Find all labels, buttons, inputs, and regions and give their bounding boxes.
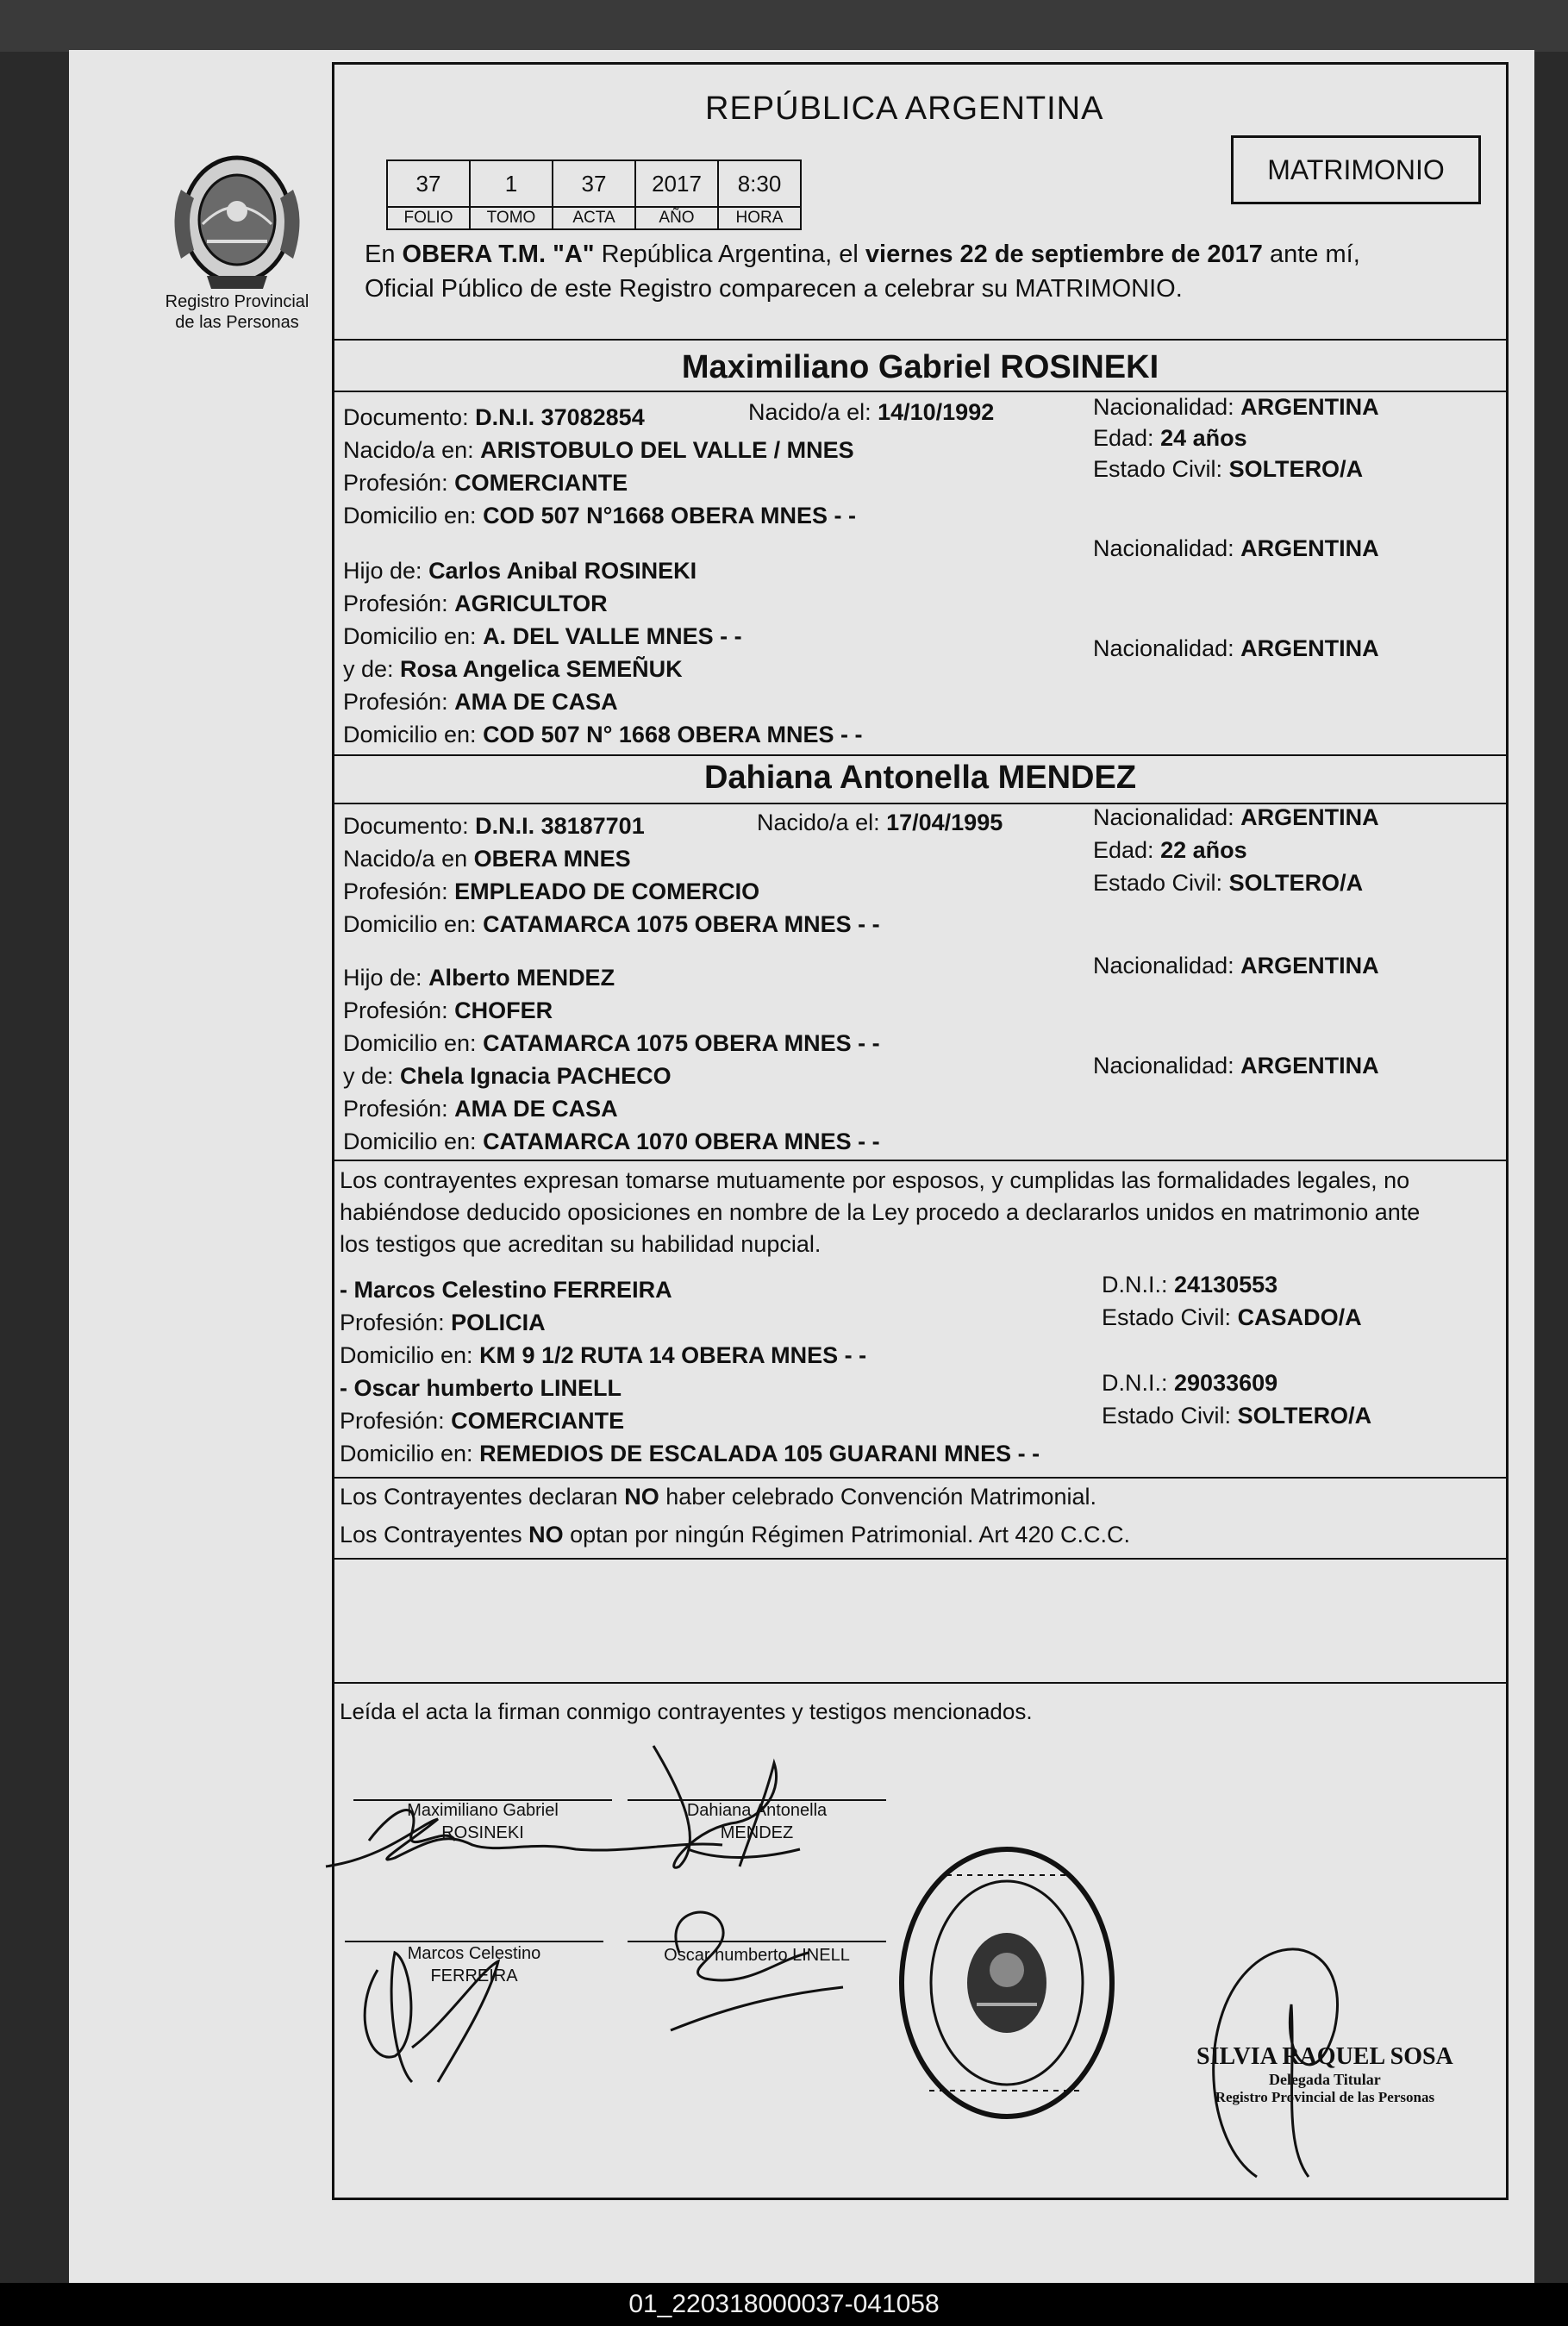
spouse1-document: D.N.I. 37082854 bbox=[475, 404, 645, 430]
text: optan por ningún Régimen Patrimonial. Art 420 C.C.C. bbox=[563, 1522, 1130, 1548]
regime-statement bbox=[340, 1522, 1130, 1548]
signature-label-witness2 bbox=[628, 1944, 886, 1966]
folio-value: 37 bbox=[387, 160, 470, 207]
intro-text bbox=[365, 237, 1360, 306]
label: Edad: bbox=[1093, 837, 1161, 863]
official-block bbox=[1196, 2043, 1453, 2106]
spouse2-document: D.N.I. 38187701 bbox=[475, 813, 645, 839]
label: Domicilio en: bbox=[343, 623, 484, 649]
signature-line bbox=[628, 1941, 886, 1942]
intro-line2: Oficial Público de este Registro comparecen a celebrar su MATRIMONIO. bbox=[365, 275, 1183, 303]
witness2-civil-status: SOLTERO/A bbox=[1237, 1403, 1372, 1429]
label: Nacido/a en bbox=[343, 846, 474, 872]
acta-value: 37 bbox=[553, 160, 635, 207]
spouse1-birth-date: 14/10/1992 bbox=[878, 399, 995, 425]
year-value: 2017 bbox=[635, 160, 718, 207]
text: NO bbox=[528, 1522, 564, 1548]
label: Domicilio en: bbox=[343, 722, 484, 747]
label: D.N.I.: bbox=[1102, 1370, 1175, 1396]
divider bbox=[334, 391, 1506, 392]
witness1-dni: 24130553 bbox=[1174, 1272, 1278, 1297]
spouse1-mother-name: Rosa Angelica SEMEÑUK bbox=[400, 656, 683, 682]
intro-mid: República Argentina, el bbox=[594, 241, 865, 268]
label: Nacionalidad: bbox=[1093, 394, 1241, 420]
label: Hijo de: bbox=[343, 558, 429, 584]
signature-name: Dahiana Antonella bbox=[686, 1801, 828, 1820]
spouse2-profession: EMPLEADO DE COMERCIO bbox=[454, 879, 760, 904]
signature-scribbles bbox=[317, 1737, 938, 2099]
spouse1-father-nationality: ARGENTINA bbox=[1240, 535, 1379, 561]
label: Estado Civil: bbox=[1102, 1304, 1238, 1330]
label: Profesión: bbox=[343, 470, 455, 496]
spouse1-father-profession: AGRICULTOR bbox=[454, 591, 608, 616]
intro-date: viernes 22 de septiembre de 2017 bbox=[865, 241, 1263, 268]
official-title: Delegada Titular bbox=[1268, 2071, 1381, 2088]
tomo-value: 1 bbox=[470, 160, 553, 207]
spouse1-mother-address: COD 507 N° 1668 OBERA MNES - - bbox=[483, 722, 863, 747]
label: D.N.I.: bbox=[1102, 1272, 1175, 1297]
provincial-seal-logo bbox=[164, 138, 310, 293]
signature-label-spouse2 bbox=[628, 1799, 886, 1844]
label: Hijo de: bbox=[343, 965, 429, 991]
declaration-line3: los testigos que acreditan su habilidad nupcial. bbox=[340, 1231, 821, 1257]
spouse1-profession: COMERCIANTE bbox=[454, 470, 628, 496]
label: y de: bbox=[343, 1063, 401, 1089]
witness2-dni: 29033609 bbox=[1174, 1370, 1278, 1396]
background-top bbox=[0, 0, 1568, 52]
label: Estado Civil: bbox=[1093, 870, 1229, 896]
official-office: Registro Provincial de las Personas bbox=[1215, 2089, 1435, 2105]
signature-label-spouse1 bbox=[353, 1799, 612, 1844]
spouse2-mother-name: Chela Ignacia PACHECO bbox=[400, 1063, 672, 1089]
declaration-line1: Los contrayentes expresan tomarse mutuamente por esposos, y cumplidas las formalidades legales, no bbox=[340, 1167, 1410, 1193]
signature-name: Maximiliano Gabriel bbox=[407, 1801, 559, 1820]
witness1-address: KM 9 1/2 RUTA 14 OBERA MNES - - bbox=[479, 1342, 867, 1368]
label: Estado Civil: bbox=[1102, 1403, 1238, 1429]
label: Nacionalidad: bbox=[1093, 1053, 1241, 1079]
spouse2-father-profession: CHOFER bbox=[454, 997, 553, 1023]
divider bbox=[334, 1160, 1506, 1161]
registry-stamp bbox=[895, 1841, 1119, 2125]
signature-name: Oscar humberto LINELL bbox=[664, 1946, 850, 1965]
declaration-line2: habiéndose deducido oposiciones en nombre de la Ley procedo a declararlos unidos en matrimonio ante bbox=[340, 1199, 1421, 1225]
time-value: 8:30 bbox=[718, 160, 801, 207]
spouse1-father-address: A. DEL VALLE MNES - - bbox=[483, 623, 742, 649]
official-name: SILVIA RAQUEL SOSA bbox=[1196, 2043, 1453, 2070]
logo-caption bbox=[142, 291, 332, 333]
spouse2-mother-address: CATAMARCA 1070 OBERA MNES - - bbox=[483, 1129, 880, 1154]
label: Nacionalidad: bbox=[1093, 953, 1241, 979]
witness2-name: - Oscar humberto LINELL bbox=[340, 1375, 622, 1401]
declaration-text bbox=[340, 1165, 1420, 1260]
folio-label: FOLIO bbox=[387, 207, 470, 229]
spouse2-father-address: CATAMARCA 1075 OBERA MNES - - bbox=[483, 1030, 880, 1056]
spouse2-father-nationality: ARGENTINA bbox=[1240, 953, 1379, 979]
spouse2-father-name: Alberto MENDEZ bbox=[428, 965, 615, 991]
spouse2-mother-nationality: ARGENTINA bbox=[1240, 1053, 1379, 1079]
footer-code: 01_220318000037-041058 bbox=[0, 2283, 1568, 2326]
logo-caption-line1: Registro Provincial bbox=[165, 292, 309, 311]
label: Profesión: bbox=[343, 1096, 455, 1122]
label: Edad: bbox=[1093, 425, 1161, 451]
label: Domicilio en: bbox=[340, 1342, 480, 1368]
label: Nacido/a el: bbox=[748, 399, 878, 425]
label: Profesión: bbox=[343, 591, 455, 616]
signature-name: ROSINEKI bbox=[441, 1823, 524, 1842]
label: Profesión: bbox=[340, 1310, 452, 1335]
country-title: REPÚBLICA ARGENTINA bbox=[705, 91, 1104, 127]
label: Domicilio en: bbox=[340, 1441, 480, 1466]
spouse2-birth-place: OBERA MNES bbox=[473, 846, 631, 872]
witness2-address: REMEDIOS DE ESCALADA 105 GUARANI MNES - - bbox=[479, 1441, 1040, 1466]
label: Nacionalidad: bbox=[1093, 635, 1241, 661]
signature-name: Marcos Celestino bbox=[407, 1944, 541, 1963]
signature-name: FERREIRA bbox=[430, 1966, 518, 1985]
year-label: AÑO bbox=[635, 207, 718, 229]
spouse2-address: CATAMARCA 1075 OBERA MNES - - bbox=[483, 911, 880, 937]
text: Los Contrayentes bbox=[340, 1522, 529, 1548]
spouse2-mother-profession: AMA DE CASA bbox=[454, 1096, 618, 1122]
label: Documento: bbox=[343, 813, 476, 839]
logo-caption-line2: de las Personas bbox=[175, 313, 299, 332]
label: Domicilio en: bbox=[343, 1030, 484, 1056]
label: Nacido/a el: bbox=[757, 810, 887, 835]
spouse2-age: 22 años bbox=[1160, 837, 1247, 863]
text: Los Contrayentes declaran bbox=[340, 1484, 625, 1510]
label: Nacionalidad: bbox=[1093, 804, 1241, 830]
signature-name: MENDEZ bbox=[720, 1823, 794, 1842]
text: NO bbox=[624, 1484, 659, 1510]
intro-post: ante mí, bbox=[1262, 241, 1360, 268]
intro-pre: En bbox=[365, 241, 403, 268]
label: Profesión: bbox=[343, 689, 455, 715]
spouse1-address: COD 507 N°1668 OBERA MNES - - bbox=[483, 503, 856, 528]
label: Domicilio en: bbox=[343, 503, 484, 528]
spouse1-mother-nationality: ARGENTINA bbox=[1240, 635, 1379, 661]
witness1-civil-status: CASADO/A bbox=[1237, 1304, 1362, 1330]
label: Documento: bbox=[343, 404, 476, 430]
spouse1-father-name: Carlos Anibal ROSINEKI bbox=[428, 558, 697, 584]
spouse2-birth-date: 17/04/1995 bbox=[886, 810, 1003, 835]
divider bbox=[334, 339, 1506, 341]
text: haber celebrado Convención Matrimonial. bbox=[659, 1484, 1096, 1510]
spouse1-mother-profession: AMA DE CASA bbox=[454, 689, 618, 715]
signature-label-witness1 bbox=[345, 1942, 603, 1987]
spouse2-name: Dahiana Antonella MENDEZ bbox=[703, 760, 1137, 796]
spouse1-nationality: ARGENTINA bbox=[1240, 394, 1379, 420]
time-label: HORA bbox=[718, 207, 801, 229]
witness1-profession: POLICIA bbox=[451, 1310, 546, 1335]
label: Domicilio en: bbox=[343, 1129, 484, 1154]
label: Profesión: bbox=[343, 997, 455, 1023]
tomo-label: TOMO bbox=[470, 207, 553, 229]
label: Domicilio en: bbox=[343, 911, 484, 937]
label: Estado Civil: bbox=[1093, 456, 1229, 482]
spouse1-name: Maximiliano Gabriel ROSINEKI bbox=[681, 349, 1159, 385]
marriage-act-form bbox=[332, 62, 1509, 2200]
closing-text: Leída el acta la firman conmigo contrayentes y testigos mencionados. bbox=[340, 1698, 1033, 1724]
spouse1-age: 24 años bbox=[1160, 425, 1247, 451]
divider bbox=[334, 1682, 1506, 1684]
witness1-name: - Marcos Celestino FERREIRA bbox=[340, 1277, 672, 1303]
spouse1-birth-place: ARISTOBULO DEL VALLE / MNES bbox=[480, 437, 854, 463]
spouse1-civil-status: SOLTERO/A bbox=[1228, 456, 1364, 482]
spouse2-nationality: ARGENTINA bbox=[1240, 804, 1379, 830]
divider bbox=[334, 754, 1506, 756]
intro-office: OBERA T.M. "A" bbox=[402, 241, 595, 268]
label: Nacionalidad: bbox=[1093, 535, 1241, 561]
label: Profesión: bbox=[343, 879, 455, 904]
divider bbox=[334, 1477, 1506, 1479]
label: y de: bbox=[343, 656, 401, 682]
act-type-box: MATRIMONIO bbox=[1231, 135, 1481, 204]
convention-statement bbox=[340, 1484, 1096, 1510]
registry-table bbox=[386, 159, 802, 230]
acta-label: ACTA bbox=[553, 207, 635, 229]
witness2-profession: COMERCIANTE bbox=[451, 1408, 625, 1434]
divider bbox=[334, 1558, 1506, 1560]
label: Profesión: bbox=[340, 1408, 452, 1434]
label: Nacido/a en: bbox=[343, 437, 481, 463]
spouse2-civil-status: SOLTERO/A bbox=[1228, 870, 1364, 896]
